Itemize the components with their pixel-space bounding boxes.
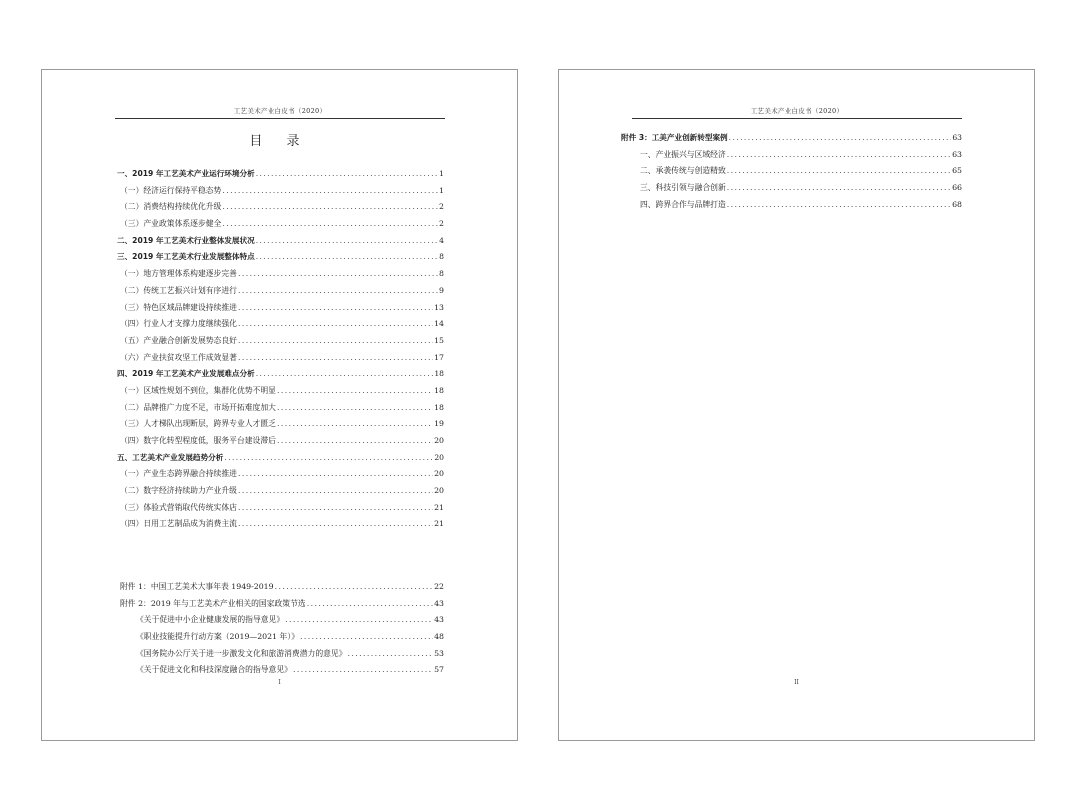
toc-entry-page: 68 bbox=[952, 199, 962, 209]
toc-leader-dots bbox=[307, 596, 433, 613]
toc-appendix-list bbox=[117, 579, 444, 679]
toc-leader-dots bbox=[256, 249, 438, 266]
toc-leader-dots bbox=[238, 283, 438, 300]
toc-entry[interactable] bbox=[117, 300, 444, 317]
toc-entry-label: （三）产业政策体系逐步健全 bbox=[120, 219, 222, 229]
toc-entry-page: 43 bbox=[434, 615, 444, 625]
toc-entry-page: 20 bbox=[434, 469, 444, 479]
toc-entry[interactable] bbox=[117, 516, 444, 533]
toc-entry-page: 65 bbox=[952, 166, 962, 176]
running-header: 工艺美术产业白皮书（2020） bbox=[632, 106, 962, 119]
toc-entry[interactable] bbox=[117, 400, 444, 417]
toc-entry[interactable] bbox=[117, 266, 444, 283]
toc-leader-dots bbox=[256, 166, 438, 183]
toc-entry[interactable] bbox=[117, 333, 444, 350]
toc-entry-page: 13 bbox=[434, 302, 444, 312]
toc-entry-label: 四、2019 年工艺美术产业发展难点分析 bbox=[117, 369, 255, 379]
toc-leader-dots bbox=[238, 300, 433, 317]
toc-entry-label: （三）体验式营销取代传统实体店 bbox=[120, 502, 237, 512]
toc-entry-page: 14 bbox=[434, 319, 444, 329]
toc-leader-dots bbox=[277, 416, 433, 433]
table-of-contents-continued bbox=[621, 130, 962, 213]
toc-leader-dots bbox=[727, 180, 951, 197]
toc-entry-page: 17 bbox=[434, 352, 444, 362]
toc-entry[interactable] bbox=[117, 483, 444, 500]
toc-leader-dots bbox=[238, 466, 433, 483]
toc-entry-page: 8 bbox=[439, 252, 444, 262]
toc-leader-dots bbox=[348, 646, 434, 663]
toc-entry[interactable] bbox=[117, 500, 444, 517]
toc-entry[interactable] bbox=[117, 383, 444, 400]
toc-entry-page: 9 bbox=[439, 285, 444, 295]
toc-leader-dots bbox=[222, 216, 438, 233]
toc-leader-dots bbox=[277, 383, 433, 400]
toc-entry[interactable] bbox=[117, 466, 444, 483]
toc-entry-label: （一）产业生态跨界融合持续推进 bbox=[120, 469, 237, 479]
toc-entry-label: 三、科技引领与融合创新 bbox=[640, 183, 726, 193]
toc-leader-dots bbox=[238, 266, 438, 283]
toc-entry-page: 20 bbox=[434, 486, 444, 496]
toc-leader-dots bbox=[275, 579, 433, 596]
toc-entry-label: 四、跨界合作与品牌打造 bbox=[640, 199, 726, 209]
toc-entry-label: 三、2019 年工艺美术行业发展整体特点 bbox=[117, 252, 255, 262]
toc-leader-dots bbox=[238, 483, 433, 500]
toc-entry[interactable] bbox=[117, 233, 444, 250]
toc-entry[interactable] bbox=[117, 183, 444, 200]
toc-entry-label: （一）区域性规划不到位，集群化优势不明显 bbox=[120, 385, 276, 395]
toc-entry-page: 63 bbox=[952, 149, 962, 159]
toc-entry-label: 附件 1：中国工艺美术大事年表 1949-2019 bbox=[120, 582, 274, 591]
toc-entry[interactable] bbox=[621, 147, 962, 164]
toc-entry-label: 二、2019 年工艺美术行业整体发展状况 bbox=[117, 235, 255, 245]
toc-entry-label: 一、2019 年工艺美术产业运行环境分析 bbox=[117, 169, 255, 178]
toc-entry[interactable] bbox=[117, 662, 444, 679]
toc-title: 目 录 bbox=[249, 134, 310, 149]
toc-entry-label: （五）产业融合创新发展势态良好 bbox=[120, 335, 237, 345]
toc-entry-label: （四）行业人才支撑力度继续强化 bbox=[120, 319, 237, 329]
toc-entry-label: （二）数字经济持续助力产业升级 bbox=[120, 486, 237, 496]
toc-entry[interactable] bbox=[117, 283, 444, 300]
toc-entry[interactable] bbox=[117, 366, 444, 383]
toc-entry-label: 二、承袭传统与创造精致 bbox=[640, 166, 726, 176]
toc-entry-label: （四）日用工艺制品成为消费主流 bbox=[120, 519, 237, 529]
toc-leader-dots bbox=[277, 400, 433, 417]
toc-entry-label: （六）产业扶贫攻坚工作成效显著 bbox=[120, 352, 237, 362]
toc-entry-page: 18 bbox=[434, 369, 444, 379]
toc-entry-label: （一）地方管理体系构建逐步完善 bbox=[120, 269, 237, 279]
toc-entry[interactable] bbox=[117, 450, 444, 467]
toc-entry-page: 20 bbox=[434, 436, 444, 445]
toc-entry[interactable] bbox=[621, 180, 962, 197]
toc-leader-dots bbox=[285, 612, 433, 629]
toc-leader-dots bbox=[256, 233, 438, 250]
toc-entry[interactable] bbox=[117, 433, 444, 450]
toc-entry-label: 《关于促进中小企业健康发展的指导意见》 bbox=[136, 615, 285, 625]
toc-entry-page: 18 bbox=[434, 385, 444, 395]
toc-entry-page: 43 bbox=[434, 598, 444, 608]
toc-entry-label: （三）人才梯队出现断层，跨界专业人才匮乏 bbox=[120, 419, 276, 429]
toc-leader-dots bbox=[238, 516, 433, 533]
toc-entry-label: 《关于促进文化和科技深度融合的指导意见》 bbox=[136, 665, 292, 675]
toc-leader-dots bbox=[238, 500, 433, 517]
toc-leader-dots bbox=[727, 147, 951, 164]
toc-leader-dots bbox=[224, 450, 433, 467]
toc-leader-dots bbox=[729, 130, 952, 147]
toc-entry-label: （三）特色区域品牌建设持续推进 bbox=[120, 302, 237, 312]
toc-entry[interactable] bbox=[117, 199, 444, 216]
toc-entry[interactable] bbox=[117, 612, 444, 629]
toc-entry-page: 1 bbox=[439, 185, 444, 195]
toc-entry[interactable] bbox=[117, 249, 444, 266]
toc-entry-page: 8 bbox=[439, 269, 444, 279]
running-header: 工艺美术产业白皮书（2020） bbox=[115, 106, 445, 119]
toc-leader-dots bbox=[222, 199, 438, 216]
toc-entry-label: （二）品牌推广力度不足，市场开拓难度加大 bbox=[120, 402, 276, 412]
toc-leader-dots bbox=[238, 316, 433, 333]
toc-entry[interactable] bbox=[117, 216, 444, 233]
toc-entry-label: （二）消费结构持续优化升级 bbox=[120, 202, 222, 212]
toc-entry[interactable] bbox=[621, 163, 962, 180]
toc-leader-dots bbox=[300, 629, 433, 646]
toc-entry-label: 附件 3：工美产业创新转型案例 bbox=[621, 133, 728, 142]
toc-entry[interactable] bbox=[117, 416, 444, 433]
toc-entry-label: 五、工艺美术产业发展趋势分析 bbox=[117, 452, 224, 462]
toc-leader-dots bbox=[293, 662, 433, 679]
toc-entry-page: 19 bbox=[434, 419, 444, 429]
toc-entry-label: （四）数字化转型程度低，服务平台建设滞后 bbox=[120, 436, 276, 445]
document-page-right bbox=[558, 69, 1035, 741]
toc-entry-label: （二）传统工艺振兴计划有序进行 bbox=[120, 285, 237, 295]
toc-entry-page: 20 bbox=[434, 452, 444, 462]
toc-leader-dots bbox=[222, 183, 438, 200]
toc-entry[interactable] bbox=[117, 166, 444, 183]
document-page-left bbox=[41, 69, 518, 741]
toc-entry-page: 22 bbox=[434, 582, 444, 591]
toc-entry-label: 一、产业振兴与区域经济 bbox=[640, 149, 726, 159]
toc-entry[interactable] bbox=[117, 596, 444, 613]
toc-leader-dots bbox=[727, 197, 951, 214]
table-of-contents bbox=[117, 166, 444, 533]
toc-entry-page: 1 bbox=[439, 169, 444, 178]
toc-entry-page: 21 bbox=[434, 502, 444, 512]
toc-entry-label: 附件 2：2019 年与工艺美术产业相关的国家政策节选 bbox=[120, 598, 306, 608]
toc-entry-page: 48 bbox=[434, 632, 444, 642]
toc-entry-label: 《职业技能提升行动方案（2019—2021 年）》 bbox=[136, 632, 300, 642]
toc-entry-page: 63 bbox=[952, 133, 962, 142]
toc-entry-page: 57 bbox=[434, 665, 444, 675]
toc-entry-page: 15 bbox=[434, 335, 444, 345]
toc-entry-label: 《国务院办公厅关于进一步激发文化和旅游消费潜力的意见》 bbox=[136, 648, 347, 658]
toc-entry[interactable] bbox=[117, 350, 444, 367]
toc-leader-dots bbox=[256, 366, 434, 383]
toc-entry[interactable] bbox=[117, 579, 444, 596]
toc-entry-page: 66 bbox=[952, 183, 962, 193]
toc-entry-page: 53 bbox=[434, 648, 444, 658]
toc-entry[interactable] bbox=[117, 646, 444, 663]
toc-entry-page: 18 bbox=[434, 402, 444, 412]
toc-leader-dots bbox=[238, 350, 433, 367]
toc-entry[interactable] bbox=[117, 316, 444, 333]
toc-entry-page: 2 bbox=[439, 202, 444, 212]
toc-entry-page: 2 bbox=[439, 219, 444, 229]
page-number: II bbox=[794, 679, 799, 686]
toc-leader-dots bbox=[238, 333, 433, 350]
toc-entry[interactable] bbox=[117, 629, 444, 646]
toc-entry[interactable] bbox=[621, 130, 962, 147]
toc-leader-dots bbox=[277, 433, 433, 450]
toc-entry-page: 4 bbox=[439, 235, 444, 245]
page-number: I bbox=[278, 679, 281, 686]
toc-entry-page: 21 bbox=[434, 519, 444, 529]
toc-entry[interactable] bbox=[621, 197, 962, 214]
toc-entry-label: （一）经济运行保持平稳态势 bbox=[120, 185, 222, 195]
toc-leader-dots bbox=[727, 163, 951, 180]
